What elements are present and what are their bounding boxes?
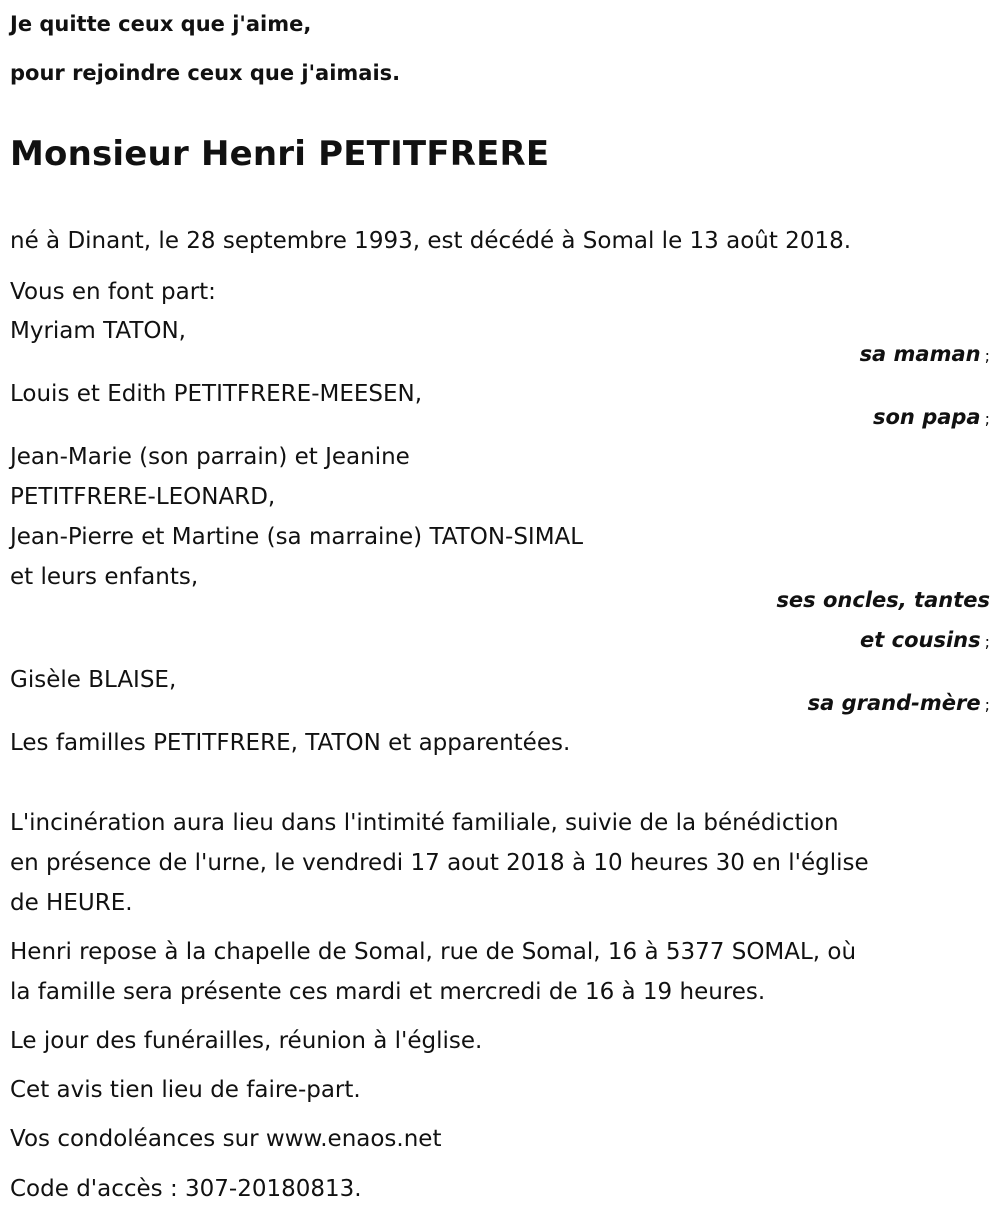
ceremony-line: de HEURE.: [10, 890, 133, 916]
family-member-line: Jean-Pierre et Martine (sa marraine) TATON-SIMAL: [10, 524, 584, 550]
ceremony-line: L'incinération aura lieu dans l'intimité familiale, suivie de la bénédiction: [10, 810, 839, 836]
family-member-line: Myriam TATON,: [10, 318, 186, 344]
ceremony-line: en présence de l'urne, le vendredi 17 aout 2018 à 10 heures 30 en l'église: [10, 850, 869, 876]
family-member-line: Gisèle BLAISE,: [10, 667, 177, 693]
visitation-line: la famille sera présente ces mardi et mercredi de 16 à 19 heures.: [10, 979, 766, 1005]
family-role: sa maman ;: [859, 342, 990, 366]
family-role: et cousins ;: [860, 628, 990, 652]
condolences-line: Vos condoléances sur www.enaos.net: [10, 1126, 442, 1152]
announce-intro: Vous en font part:: [10, 279, 216, 305]
family-role: sa grand-mère ;: [807, 691, 990, 715]
family-role: ses oncles, tantes: [776, 588, 990, 612]
birth-death-line: né à Dinant, le 28 septembre 1993, est décédé à Somal le 13 août 2018.: [10, 228, 852, 254]
family-member-line: PETITFRERE-LEONARD,: [10, 484, 276, 510]
family-member-line: Jean-Marie (son parrain) et Jeanine: [10, 444, 410, 470]
deceased-name: Monsieur Henri PETITFRERE: [10, 134, 550, 174]
family-role: son papa ;: [873, 405, 990, 429]
quote-line-1: Je quitte ceux que j'aime,: [10, 12, 312, 36]
meeting-line: Le jour des funérailles, réunion à l'église.: [10, 1028, 483, 1054]
visitation-line: Henri repose à la chapelle de Somal, rue de Somal, 16 à 5377 SOMAL, où: [10, 939, 857, 965]
family-member-line: et leurs enfants,: [10, 564, 199, 590]
quote-line-2: pour rejoindre ceux que j'aimais.: [10, 61, 401, 85]
family-member-line: Louis et Edith PETITFRERE-MEESEN,: [10, 381, 423, 407]
notice-line: Cet avis tien lieu de faire-part.: [10, 1077, 361, 1103]
family-member-line: Les familles PETITFRERE, TATON et apparentées.: [10, 730, 571, 756]
access-code-line: Code d'accès : 307-20180813.: [10, 1176, 362, 1202]
